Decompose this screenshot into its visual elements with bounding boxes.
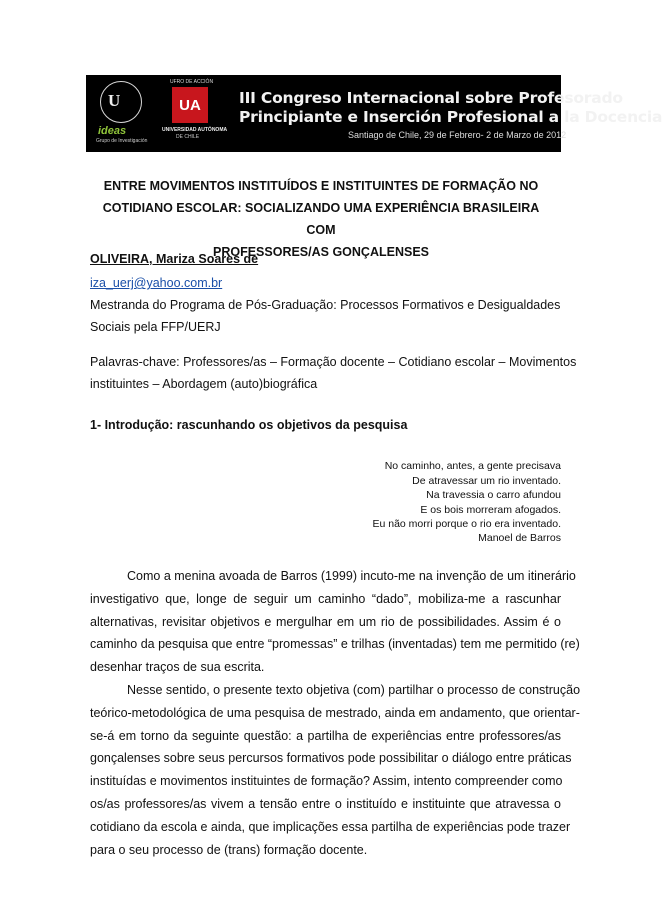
epigraph-line: Eu não morri porque o rio era inventado. [372, 518, 561, 530]
group-label: Grupo de Investigación [96, 138, 148, 144]
paragraph-line: gonçalenses sobre seus percursos formativos pode possibilitar o diálogo entre práticas [90, 751, 572, 766]
ua-logo [162, 79, 228, 147]
ua-shield-icon [172, 87, 208, 123]
paragraph-line: para o seu processo de (trans) formação docente. [90, 842, 368, 857]
paragraph-line: Nesse sentido, o presente texto objetiva (com) partilhar o processo de construção [127, 683, 581, 697]
paragraph-line: alternativas, revisitar objetivos e mergulhar em um rio de possibilidades. Assim é o [90, 614, 561, 629]
paragraph-line: Como a menina avoada de Barros (1999) incuto-me na invenção de um itinerário [127, 569, 576, 583]
banner-title-line1: III Congreso Internacional sobre Profesorado [239, 89, 623, 107]
epigraph [372, 459, 561, 532]
body-paragraph-1 [90, 565, 580, 679]
paragraph-line: caminho da pesquisa que entre “promessas” e trilhas (inventadas) tem me permitido (re) [90, 637, 580, 652]
epigraph-author: Manoel de Barros [478, 532, 561, 544]
document-title [90, 175, 552, 263]
paragraph-line: teórico-metodológica de uma pesquisa de mestrado, ainda em andamento, que orientar- [90, 705, 580, 720]
paragraph-line: se-á em torno da seguinte questão: a partilha de experiências entre professores/as [90, 728, 561, 743]
title-line-1: ENTRE MOVIMENTOS INSTITUÍDOS E INSTITUINTES DE FORMAÇÃO NO [103, 179, 539, 193]
title-line-3: PROFESSORES/AS GONÇALENSES [212, 245, 429, 259]
paragraph-line: desenhar traços de sua escrita. [90, 660, 265, 675]
paragraph-line: investigativo que, longe de seguir um caminho “dado”, mobiliza-me a rascunhar [90, 591, 561, 606]
title-line-2: COTIDIANO ESCOLAR: SOCIALIZANDO UMA EXPERIÊNCIA BRASILEIRA COM [102, 201, 540, 237]
banner-date-location: Santiago de Chile, 29 de Febrero- 2 de Marzo de 2012 [348, 130, 567, 140]
author-affiliation-line1: Mestranda do Programa de Pós-Graduação: Processos Formativos e Desigualdades [90, 298, 561, 312]
epigraph-line: Na travessia o carro afundou [426, 489, 561, 501]
keywords-line1: Palavras-chave: Professores/as – Formação docente – Cotidiano escolar – Movimentos [90, 355, 577, 369]
conference-banner [86, 75, 662, 152]
author-affiliation-line2: Sociais pela FFP/UERJ [90, 320, 221, 334]
author-name: OLIVEIRA, Mariza Soares de [90, 252, 259, 266]
banner-title-line2: Principiante e Inserción Profesional a la Docencia [239, 108, 662, 126]
keywords-line2: instituintes – Abordagem (auto)biográfica [90, 377, 318, 391]
ua-mark: UA [179, 96, 201, 114]
ua-top-label: UFRO DE ACCIÓN [170, 79, 214, 85]
university-seal-icon [100, 81, 142, 123]
paragraph-line: os/as professores/as vivem a tensão entre o instituído e instituinte que atravessa o [90, 796, 561, 811]
body-paragraph-2 [90, 679, 581, 861]
epigraph-line: No caminho, antes, a gente precisava [384, 460, 561, 472]
seal-letter: U [108, 91, 121, 110]
section-heading: 1- Introdução: rascunhando os objetivos da pesquisa [90, 418, 408, 432]
epigraph-line: De atravessar um rio inventado. [412, 474, 561, 487]
ua-university-name-2: DE CHILE [176, 134, 200, 140]
paragraph-line: cotidiano da escola e ainda, que implicações essa partilha de experiências pode trazer [90, 819, 571, 834]
ua-university-name: UNIVERSIDAD AUTÓNOMA [162, 127, 228, 133]
author-email-link[interactable]: iza_uerj@yahoo.com.br [90, 276, 223, 290]
epigraph-line: E os bois morreram afogados. [420, 503, 561, 516]
ideas-group-logo [94, 81, 152, 145]
ideas-label: ideas [98, 125, 127, 137]
paragraph-line: instituídas e movimentos instituintes de formação? Assim, intento compreender como [90, 774, 563, 789]
